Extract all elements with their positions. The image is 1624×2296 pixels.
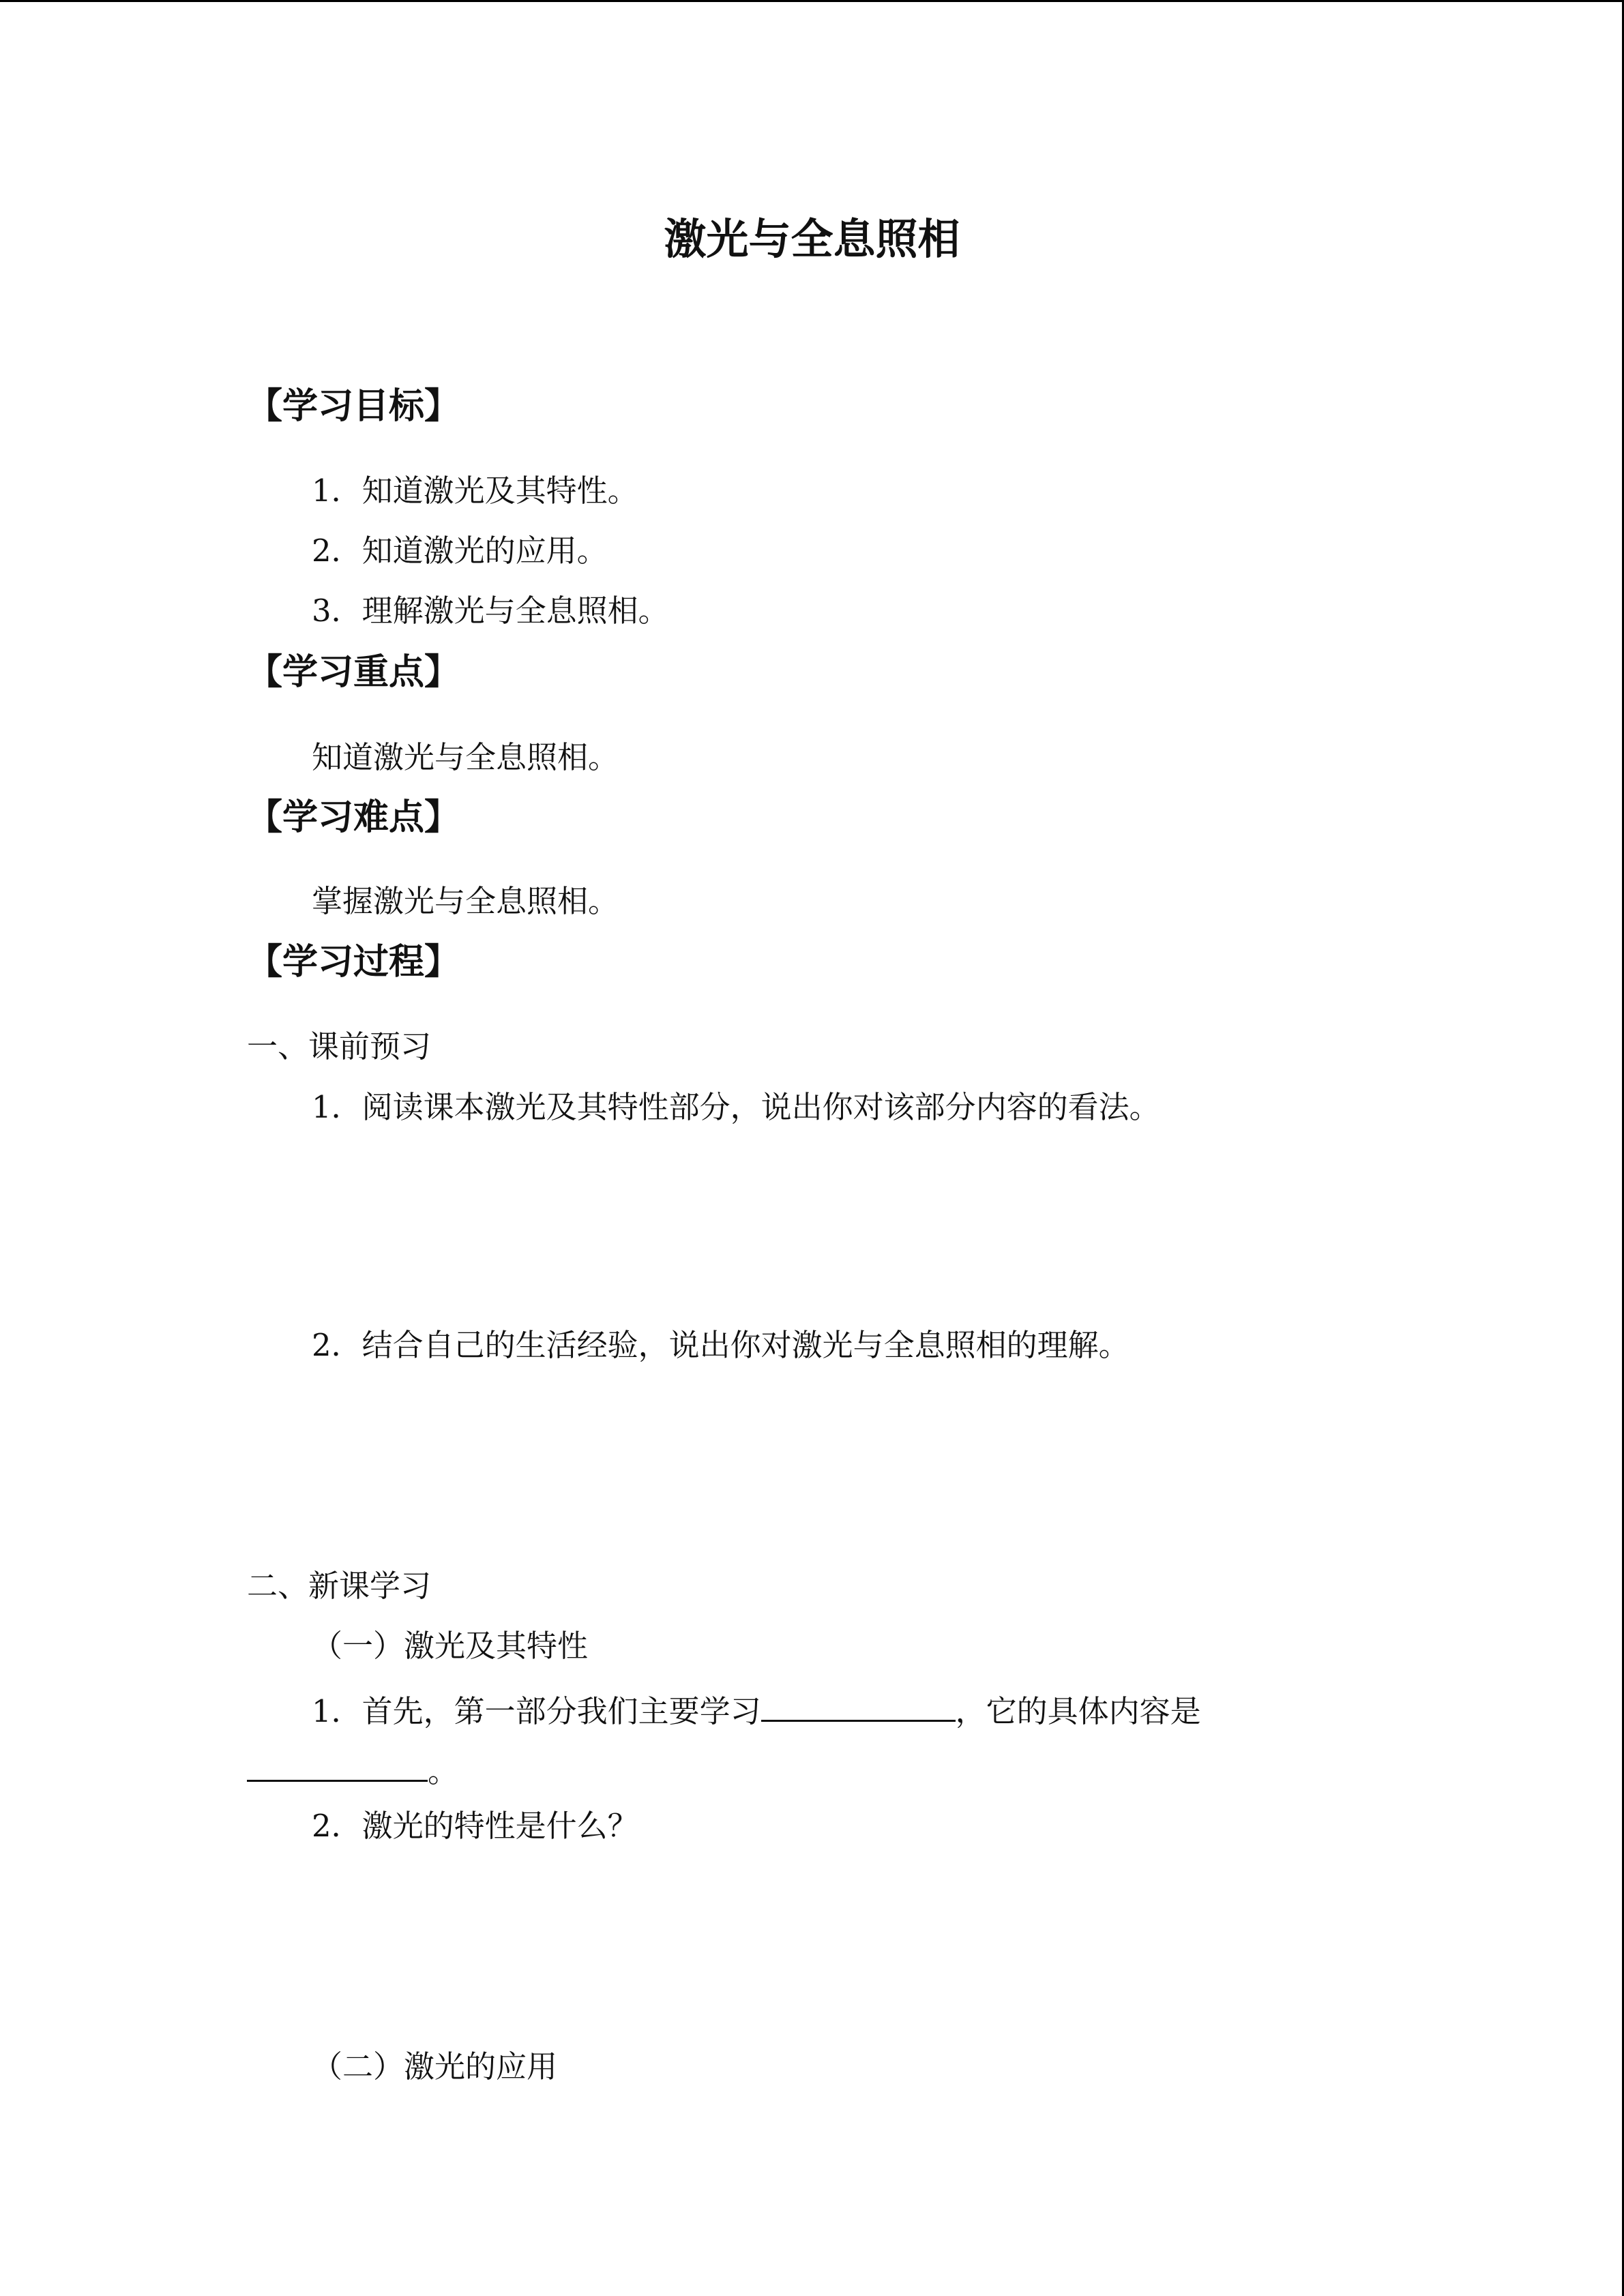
heading-objectives: 【学习目标】	[247, 385, 460, 427]
heading-process: 【学习过程】	[247, 941, 460, 983]
part1-question-1-text-middle: ，它的具体内容是	[955, 1693, 1201, 1729]
document-title: 激光与全息照相	[664, 214, 960, 264]
difficulties-text: 掌握激光与全息照相。	[312, 883, 619, 919]
heading-difficulties: 【学习难点】	[247, 796, 460, 838]
key-points-text: 知道激光与全息照相。	[312, 739, 619, 775]
preview-question-2: 2．结合自己的生活经验，说出你对激光与全息照相的理解。	[312, 1327, 1130, 1363]
part1-question-2: 2．激光的特性是什么？	[312, 1808, 638, 1844]
page-top-border	[0, 0, 1624, 2]
new-lesson-label: 二、新课学习	[247, 1568, 432, 1604]
heading-key-points: 【学习重点】	[247, 651, 460, 693]
preview-question-1: 1．阅读课本激光及其特性部分，说出你对该部分内容的看法。	[312, 1089, 1160, 1125]
part1-question-1	[312, 1690, 1201, 1727]
objective-item-2: 2．知道激光的应用。	[312, 533, 608, 569]
objective-item-1: 1．知道激光及其特性。	[312, 473, 638, 509]
fill-in-blank-2[interactable]	[247, 1750, 428, 1782]
part1-label: （一）激光及其特性	[312, 1628, 589, 1664]
part1-question-1-text-before: 1．首先，第一部分我们主要学习	[312, 1693, 761, 1729]
part2-label: （二）激光的应用	[312, 2048, 558, 2085]
preview-label: 一、课前预习	[247, 1028, 432, 1064]
part1-question-1-continuation	[247, 1750, 458, 1787]
fill-in-blank-1[interactable]	[761, 1690, 956, 1722]
objective-item-3: 3．理解激光与全息照相。	[312, 593, 669, 629]
part1-question-1-text-end: 。	[428, 1753, 459, 1789]
